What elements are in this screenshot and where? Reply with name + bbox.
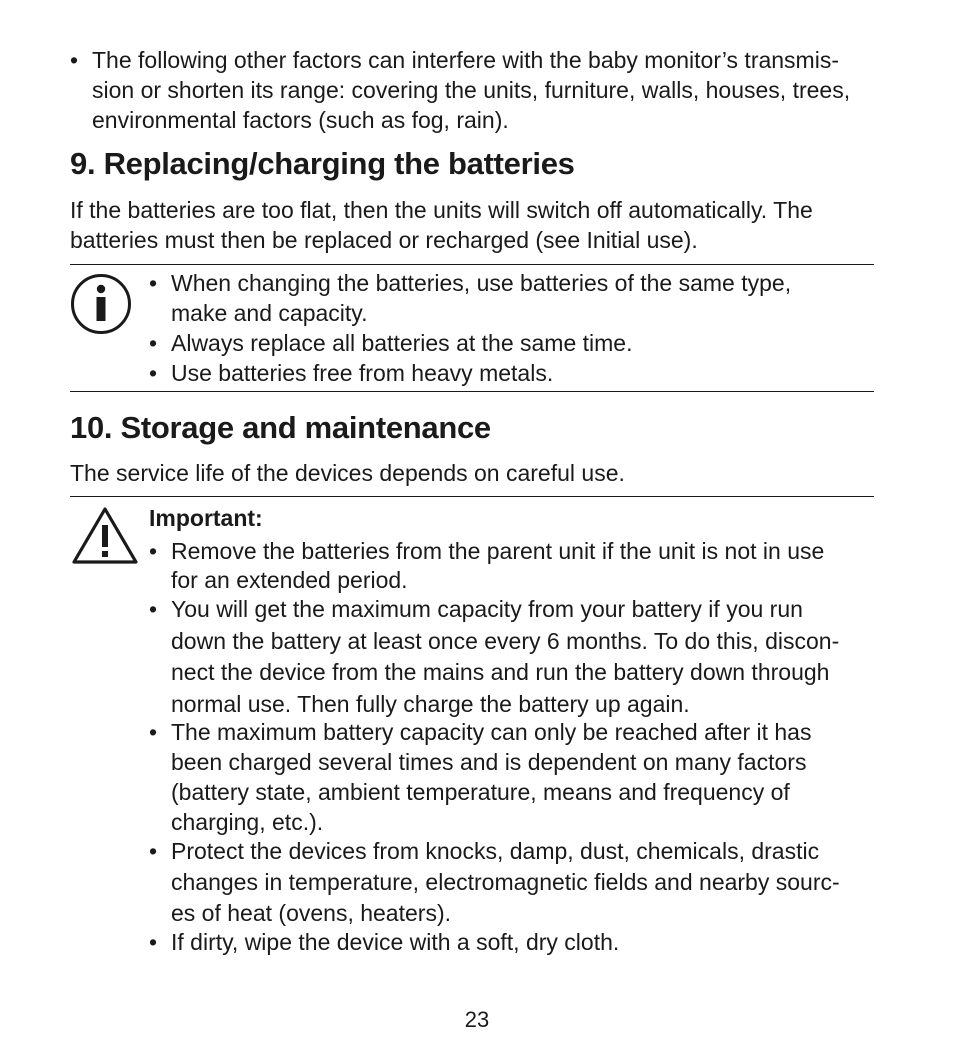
maintenance-line: The maximum battery capacity can only be reached after it has (171, 719, 812, 745)
maintenance-line: es of heat (ovens, heaters). (171, 900, 451, 926)
intro-line: environmental factors (such as fog, rain). (92, 107, 509, 133)
maintenance-line: If dirty, wipe the device with a soft, dry cloth. (171, 929, 620, 955)
divider (70, 496, 874, 497)
bullet-marker: • (149, 596, 158, 622)
info-icon (70, 273, 132, 340)
maintenance-line: normal use. Then fully charge the battery up again. (171, 691, 690, 717)
info-note-line: Use batteries free from heavy metals. (171, 360, 554, 386)
important-label: Important: (149, 505, 263, 531)
bullet-marker: • (149, 719, 158, 745)
bullet-marker: • (149, 929, 158, 955)
maintenance-line: down the battery at least once every 6 months. To do this, discon- (171, 628, 840, 654)
intro-line: sion or shorten its range: covering the units, furniture, walls, houses, trees, (92, 77, 851, 103)
section9-paragraph-line: batteries must then be replaced or recharged (see Initial use). (70, 227, 698, 253)
divider (70, 391, 874, 392)
section-heading-10: 10. Storage and maintenance (70, 410, 491, 445)
maintenance-line: been charged several times and is dependent on many factors (171, 749, 807, 775)
maintenance-line: for an extended period. (171, 567, 408, 593)
page-number: 23 (464, 1007, 490, 1032)
maintenance-line: nect the device from the mains and run the battery down through (171, 659, 830, 685)
maintenance-line: charging, etc.). (171, 809, 324, 835)
bullet-marker: • (149, 270, 158, 296)
maintenance-line: Remove the batteries from the parent unit if the unit is not in use (171, 538, 825, 564)
section-heading-9: 9. Replacing/charging the batteries (70, 146, 575, 181)
info-note-line: make and capacity. (171, 300, 368, 326)
info-note-line: Always replace all batteries at the same time. (171, 330, 633, 356)
intro-line: The following other factors can interfere with the baby monitor’s transmis- (92, 47, 839, 73)
bullet-marker: • (70, 47, 79, 73)
maintenance-line: You will get the maximum capacity from your battery if you run (171, 596, 803, 622)
divider (70, 264, 874, 265)
section10-paragraph-line: The service life of the devices depends on careful use. (70, 460, 625, 486)
bullet-marker: • (149, 330, 158, 356)
section9-paragraph-line: If the batteries are too flat, then the units will switch off automatically. The (70, 197, 813, 223)
maintenance-line: changes in temperature, electromagnetic fields and nearby sourc- (171, 869, 840, 895)
maintenance-line: (battery state, ambient temperature, means and frequency of (171, 779, 790, 805)
bullet-marker: • (149, 838, 158, 864)
warning-icon (71, 505, 139, 570)
bullet-marker: • (149, 538, 158, 564)
maintenance-line: Protect the devices from knocks, damp, dust, chemicals, drastic (171, 838, 820, 864)
bullet-marker: • (149, 360, 158, 386)
info-note-line: When changing the batteries, use batteries of the same type, (171, 270, 792, 296)
